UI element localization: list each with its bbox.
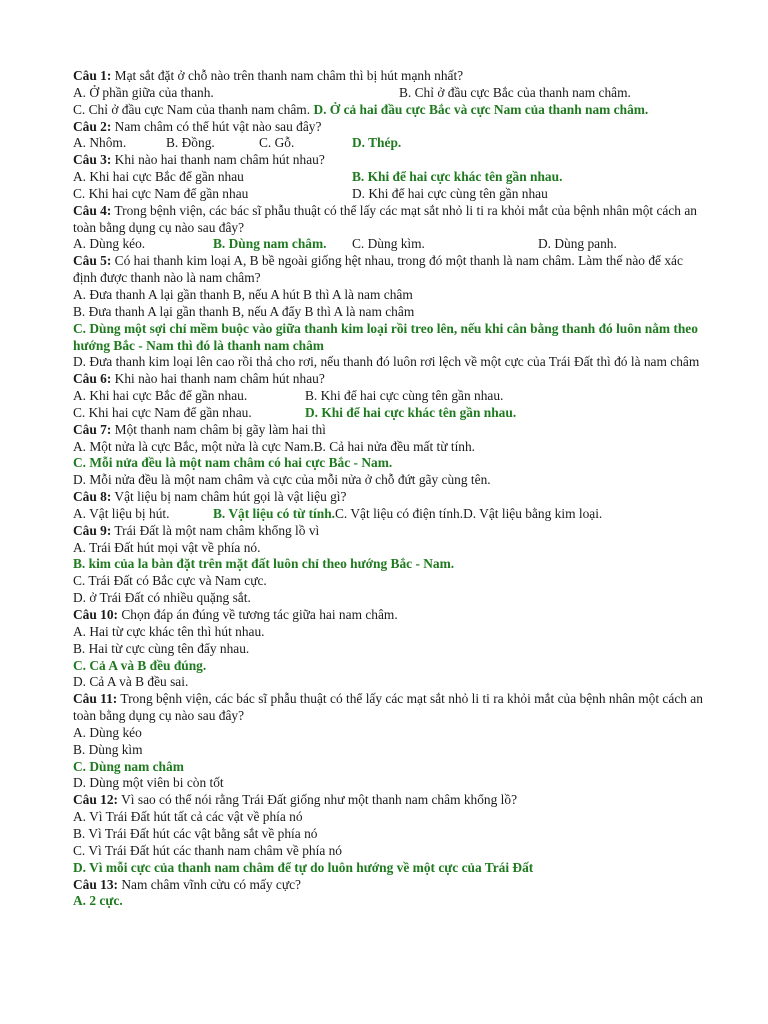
- correct-answer: B. kim của la bàn đặt trên mặt đất luôn chỉ theo hướng Bắc - Nam.: [73, 556, 455, 572]
- correct-answer: D. Khi để hai cực khác tên gần nhau.: [305, 404, 517, 420]
- question-8-options: A. Vật liệu bị hút. B. Vật liệu có từ tính.C. Vật liệu có điện tính.D. Vật liệu bằng kim loại.: [73, 505, 603, 521]
- question-10-option-a: A. Hai từ cực khác tên thì hút nhau.: [73, 623, 265, 639]
- question-13: Câu 13: Nam châm vĩnh cửu có mấy cực?: [73, 876, 301, 892]
- question-7-option-d: D. Mỗi nửa đều là một nam châm và cực của mỗi nửa ở chỗ đứt gãy cùng tên.: [73, 472, 491, 488]
- question-5-option-d: D. Đưa thanh kim loại lên cao rồi thả cho rơi, nếu thanh đó luôn rơi lệch về một cực của Trái Đất thì đó là nam châm: [73, 354, 700, 370]
- question-12-option-a: A. Vì Trái Đất hút tất cả các vật về phía nó: [73, 809, 303, 825]
- correct-answer: B. Dùng nam châm.: [213, 236, 327, 252]
- question-4-options: A. Dùng kéo. B. Dùng nam châm. C. Dùng kìm. D. Dùng panh.: [73, 236, 617, 252]
- question-7-options-ab: A. Một nửa là cực Bắc, một nửa là cực Nam.B. Cả hai nửa đều mất từ tính.: [73, 438, 476, 454]
- correct-answer: C. Cả A và B đều đúng.: [73, 657, 207, 673]
- question-2: Câu 2: Nam châm có thể hút vật nào sau đây?: [73, 118, 322, 134]
- question-10-option-b: B. Hai từ cực cùng tên đẩy nhau.: [73, 640, 250, 656]
- question-11-option-a: A. Dùng kéo: [73, 724, 142, 740]
- correct-answer: D. Thép.: [352, 135, 402, 151]
- question-9: Câu 9: Trái Đất là một nam châm khổng lồ vì: [73, 522, 320, 538]
- question-1-options-cd: C. Chỉ ở đầu cực Nam của thanh nam châm. D. Ở cả hai đầu cực Bắc và cực Nam của thanh nam châm.: [73, 101, 649, 117]
- correct-answer: C. Mỗi nửa đều là một nam châm có hai cực Bắc - Nam.: [73, 455, 393, 471]
- question-9-option-d: D. ở Trái Đất có nhiều quặng sắt.: [73, 590, 251, 606]
- question-11: Câu 11: Trong bệnh viện, các bác sĩ phẫu thuật có thể lấy các mạt sắt nhỏ li ti ra khỏi mắt của bệnh nhân một cách an toàn bằng dụng cụ nào sau đây?: [73, 691, 703, 724]
- question-11-option-b: B. Dùng kìm: [73, 741, 143, 757]
- question-7: Câu 7: Một thanh nam châm bị gãy làm hai thì: [73, 421, 326, 437]
- correct-answer: C. Dùng một sợi chỉ mềm buộc vào giữa thanh kim loại rồi treo lên, nếu khi cân bằng thanh đó luôn nằm theo hướng Bắc - Nam thì đó là thanh nam châm: [73, 320, 698, 353]
- question-4: Câu 4: Trong bệnh viện, các bác sĩ phẫu thuật có thể lấy các mạt sắt nhỏ li ti ra khỏi mắt của bệnh nhân một cách an toàn bằng dụng cụ nào sau đây?: [73, 202, 697, 235]
- question-11-option-d: D. Dùng một viên bi còn tốt: [73, 775, 224, 791]
- correct-answer: A. 2 cực.: [73, 893, 123, 909]
- question-6-options-cd: C. Khi hai cực Nam để gần nhau. D. Khi để hai cực khác tên gần nhau.: [73, 404, 517, 420]
- correct-answer: C. Dùng nam châm: [73, 758, 184, 774]
- question-8: Câu 8: Vật liệu bị nam châm hút gọi là vật liệu gì?: [73, 489, 347, 505]
- question-5-option-a: A. Đưa thanh A lại gần thanh B, nếu A hút B thì A là nam châm: [73, 286, 413, 302]
- question-5-option-b: B. Đưa thanh A lại gần thanh B, nếu A đẩy B thì A là nam châm: [73, 303, 415, 319]
- question-3: Câu 3: Khi nào hai thanh nam châm hút nhau?: [73, 152, 325, 168]
- question-12: Câu 12: Vì sao có thể nói rằng Trái Đất giống như một thanh nam châm khổng lồ?: [73, 792, 518, 808]
- question-10: Câu 10: Chọn đáp án đúng về tương tác giữa hai nam châm.: [73, 607, 398, 622]
- question-12-option-b: B. Vì Trái Đất hút các vật bằng sắt về phía nó: [73, 825, 318, 841]
- question-1-options-ab: A. Ở phần giữa của thanh. B. Chỉ ở đầu cực Bắc của thanh nam châm.: [73, 84, 631, 100]
- question-10-option-d: D. Cả A và B đều sai.: [73, 674, 189, 690]
- question-1: Câu 1: Mạt sắt đặt ở chỗ nào trên thanh nam châm thì bị hút mạnh nhất?: [73, 68, 464, 83]
- question-6: Câu 6: Khi nào hai thanh nam châm hút nhau?: [73, 371, 325, 387]
- question-12-option-c: C. Vì Trái Đất hút các thanh nam châm về phía nó: [73, 842, 343, 858]
- correct-answer: B. Vật liệu có từ tính.: [213, 505, 335, 521]
- question-9-option-a: A. Trái Đất hút mọi vật về phía nó.: [73, 539, 261, 555]
- question-3-options-ab: A. Khi hai cực Bắc để gần nhau B. Khi để hai cực khác tên gần nhau.: [73, 169, 563, 185]
- correct-answer: B. Khi để hai cực khác tên gần nhau.: [352, 169, 563, 185]
- question-9-option-c: C. Trái Đất có Bắc cực và Nam cực.: [73, 573, 267, 589]
- correct-answer: D. Vì mỗi cực của thanh nam châm để tự do luôn hướng về một cực của Trái Đất: [73, 859, 534, 875]
- question-2-options: A. Nhôm. B. Đồng. C. Gỗ. D. Thép.: [73, 135, 402, 151]
- question-3-options-cd: C. Khi hai cực Nam để gần nhau D. Khi để hai cực cùng tên gần nhau: [73, 185, 548, 201]
- correct-answer: D. Ở cả hai đầu cực Bắc và cực Nam của thanh nam châm.: [313, 101, 649, 117]
- document-page: [73, 68, 703, 910]
- question-6-options-ab: A. Khi hai cực Bắc để gần nhau. B. Khi để hai cực cùng tên gần nhau.: [73, 388, 504, 404]
- question-5: Câu 5: Có hai thanh kim loại A, B bề ngoài giống hệt nhau, trong đó một thanh là nam châm. Làm thế nào để xác định được thanh nào là nam châm?: [73, 253, 683, 286]
